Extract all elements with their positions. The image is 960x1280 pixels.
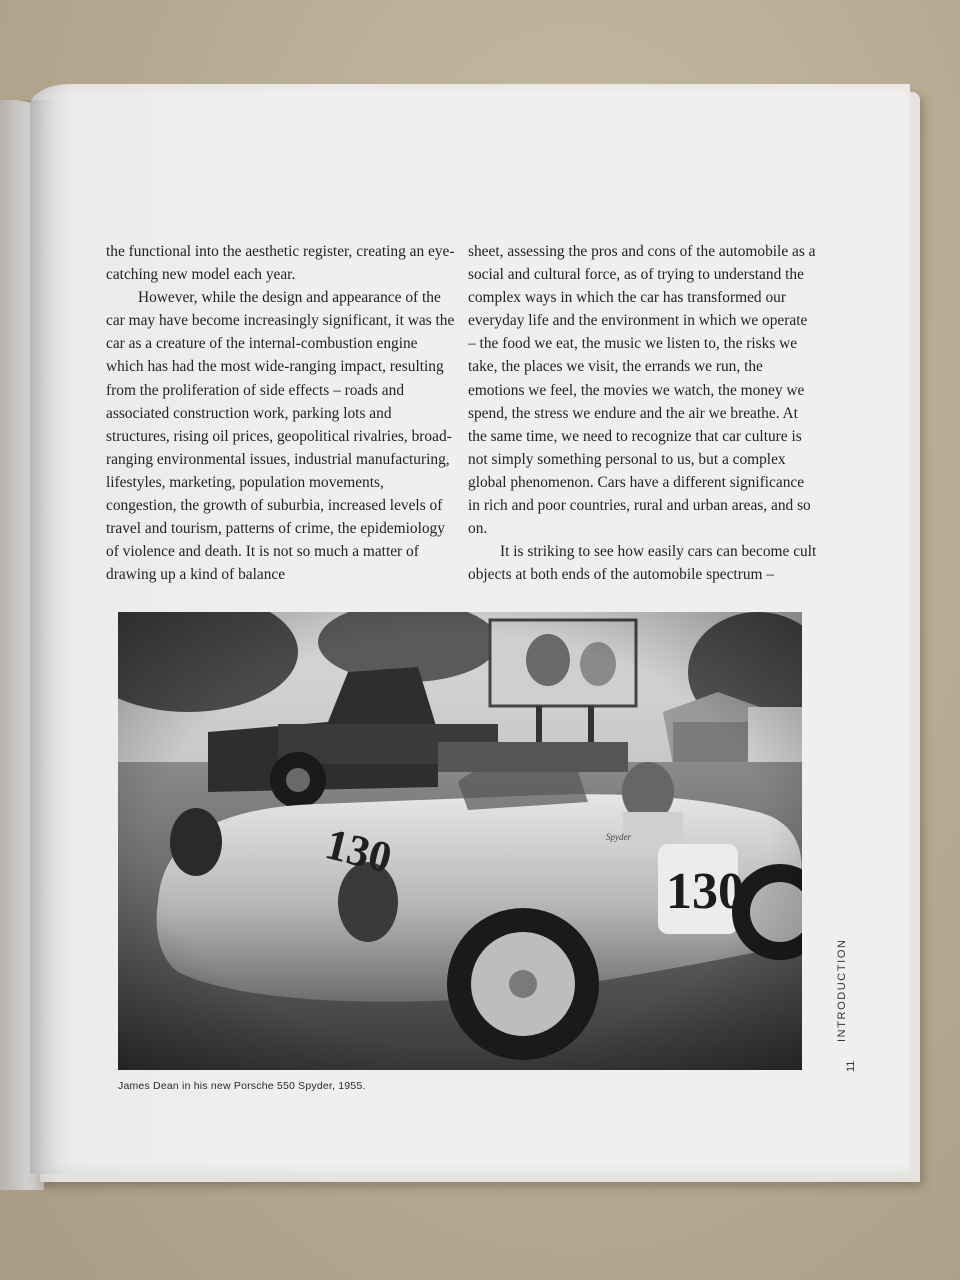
photo-caption: James Dean in his new Porsche 550 Spyder, 1955. xyxy=(118,1080,366,1092)
paragraph: However, while the design and appearance of the car may have become increasingly significant, it was the car as a creature of the internal-combustion engine which has had the most wide-ranging impact, resulting from the proliferation of side effects – roads and associated construction work, parking lots and structures, rising oil prices, geopolitical rivalries, broad-ranging environmental issues, industrial manufacturing, lifestyles, marketing, population movements, congestion, the growth of suburbia, increased levels of travel and tourism, patterns of crime, the epidemiology of violence and death. It is not so much a matter of drawing up a kind of balance xyxy=(106,289,455,584)
text-column-right xyxy=(468,240,818,586)
paragraph: the functional into the aesthetic register, creating an eye-catching new model each year. xyxy=(106,243,455,284)
running-head: INTRODUCTION xyxy=(836,938,848,1042)
paragraph: sheet, assessing the pros and cons of the automobile as a social and cultural force, as of trying to understand the complex ways in which the car has transformed our everyday life and the environment in which we operate – the food we eat, the music we listen to, the risks we take, the places we visit, the errands we run, the emotions we feel, the movies we watch, the money we spend, the stress we endure and the air we breathe. At the same time, we need to recognize that car culture is not simply something personal to us, but a complex global phenomenon. Cars have a different significance in rich and poor countries, rural and urban areas, and so on. xyxy=(468,243,816,538)
paragraph: It is striking to see how easily cars can become cult objects at both ends of the automobile spectrum – xyxy=(468,543,817,584)
page-number: 11 xyxy=(845,1060,857,1072)
photograph xyxy=(118,612,802,1070)
text-column-left xyxy=(106,240,456,586)
